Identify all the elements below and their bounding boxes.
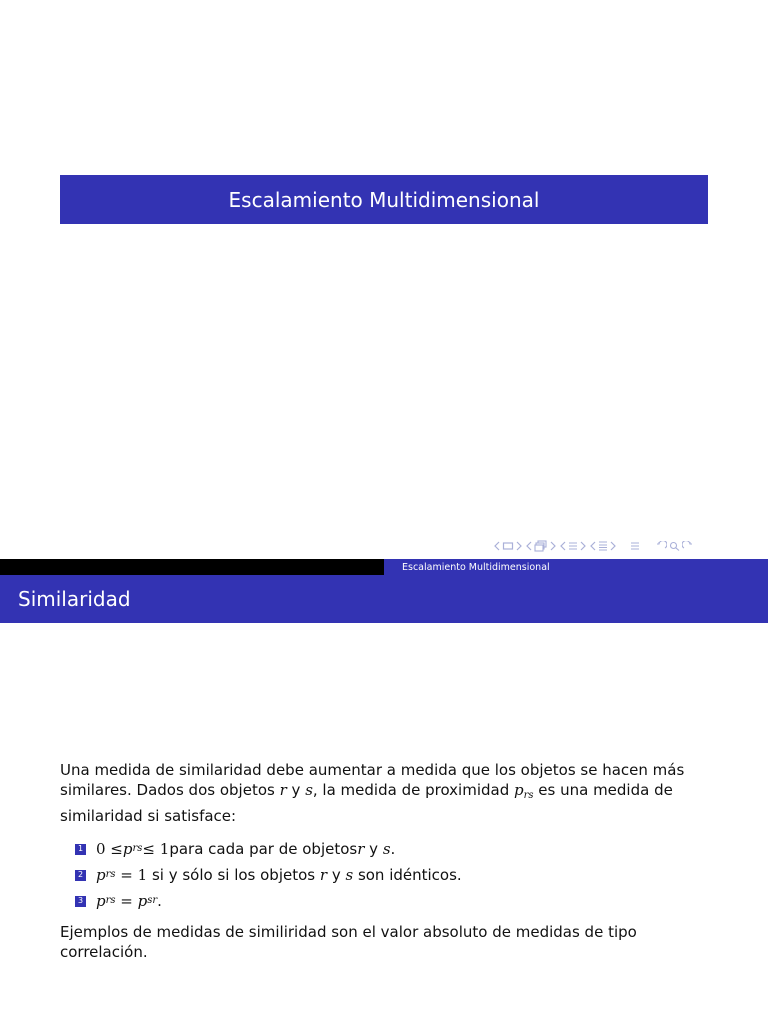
intro-text-3: , la medida de proximidad — [312, 781, 514, 799]
var-p: p — [122, 840, 133, 858]
item-text: son idénticos. — [353, 866, 462, 884]
intro-text-1: Una medida de similaridad debe aumentar a medida que los objetos se hacen más similares. Dados dos objetos — [60, 761, 685, 799]
subscript-rs: rs — [105, 869, 116, 880]
nav-right-arrow-icon[interactable] — [610, 541, 616, 551]
math-equals: = — [115, 892, 138, 910]
title-banner — [60, 175, 708, 224]
intro-text-4: es una medida de similaridad si satisface: — [60, 781, 673, 825]
intro-paragraph — [60, 760, 710, 826]
var-r: r — [319, 866, 328, 884]
item-text: . — [390, 840, 396, 858]
subscript-rs: rs — [523, 790, 534, 801]
subsection-icon[interactable] — [568, 541, 578, 551]
closing-paragraph: Ejemplos de medidas de similiridad son el valor absoluto de medidas de tipo correlación. — [60, 923, 637, 961]
undo-icon[interactable] — [656, 541, 667, 551]
nav-right-arrow-icon[interactable] — [580, 541, 586, 551]
frame-stack-icon[interactable] — [534, 540, 548, 552]
list-item — [75, 862, 710, 888]
item-text: . — [157, 892, 162, 910]
nav-left-arrow-icon[interactable] — [494, 541, 500, 551]
nav-slide-group[interactable] — [494, 541, 522, 551]
slide-body — [60, 760, 710, 962]
headline-right-blue — [384, 559, 768, 575]
nav-section-group[interactable] — [590, 541, 616, 551]
enum-number-badge: 3 — [75, 896, 86, 907]
subscript-rs: rs — [105, 895, 116, 906]
frame-title-bar — [0, 575, 768, 623]
math-leq-left: 0 ≤ — [96, 840, 123, 858]
intro-text-2: y — [286, 781, 306, 799]
nav-left-arrow-icon[interactable] — [590, 541, 596, 551]
frame-icon[interactable] — [502, 541, 514, 551]
search-icon[interactable] — [669, 541, 680, 551]
var-p: p — [513, 781, 524, 799]
nav-search-group[interactable] — [656, 541, 693, 551]
presentation-title: Escalamiento Multidimensional — [228, 187, 540, 212]
section-icon[interactable] — [598, 541, 608, 551]
var-p: p — [96, 866, 106, 884]
list-item — [75, 836, 710, 862]
nav-subsection-group[interactable] — [560, 541, 586, 551]
nav-frame-group[interactable] — [526, 540, 556, 552]
math-equals-one: = 1 — [115, 866, 148, 884]
frame-title: Similaridad — [18, 587, 131, 611]
list-item — [75, 888, 710, 914]
align-icon[interactable] — [630, 541, 640, 551]
var-r: r — [279, 781, 287, 799]
redo-icon[interactable] — [682, 541, 693, 551]
nav-left-arrow-icon[interactable] — [560, 541, 566, 551]
item-text: para cada par de objetos — [169, 840, 358, 858]
conditions-list — [60, 836, 710, 914]
nav-align-group[interactable] — [630, 541, 640, 551]
var-s: s — [382, 840, 391, 858]
nav-left-arrow-icon[interactable] — [526, 541, 532, 551]
var-s: s — [305, 781, 313, 799]
var-p: p — [96, 892, 106, 910]
item-text: si y sólo si los objetos — [147, 866, 320, 884]
item-text: y — [327, 866, 346, 884]
nav-right-arrow-icon[interactable] — [516, 541, 522, 551]
var-p: p — [137, 892, 148, 910]
enum-number-badge: 2 — [75, 870, 86, 881]
var-s: s — [345, 866, 354, 884]
headline-left-black — [0, 559, 384, 575]
math-leq-right: ≤ 1 — [142, 840, 170, 858]
subscript-sr: sr — [147, 895, 158, 906]
nav-right-arrow-icon[interactable] — [550, 541, 556, 551]
beamer-navigation-bar[interactable] — [494, 538, 764, 554]
var-r: r — [357, 840, 365, 858]
enum-number-badge: 1 — [75, 844, 86, 855]
slide-headline — [0, 559, 768, 575]
item-text: y — [364, 840, 383, 858]
short-title: Escalamiento Multidimensional — [402, 561, 550, 573]
subscript-rs: rs — [132, 843, 143, 854]
